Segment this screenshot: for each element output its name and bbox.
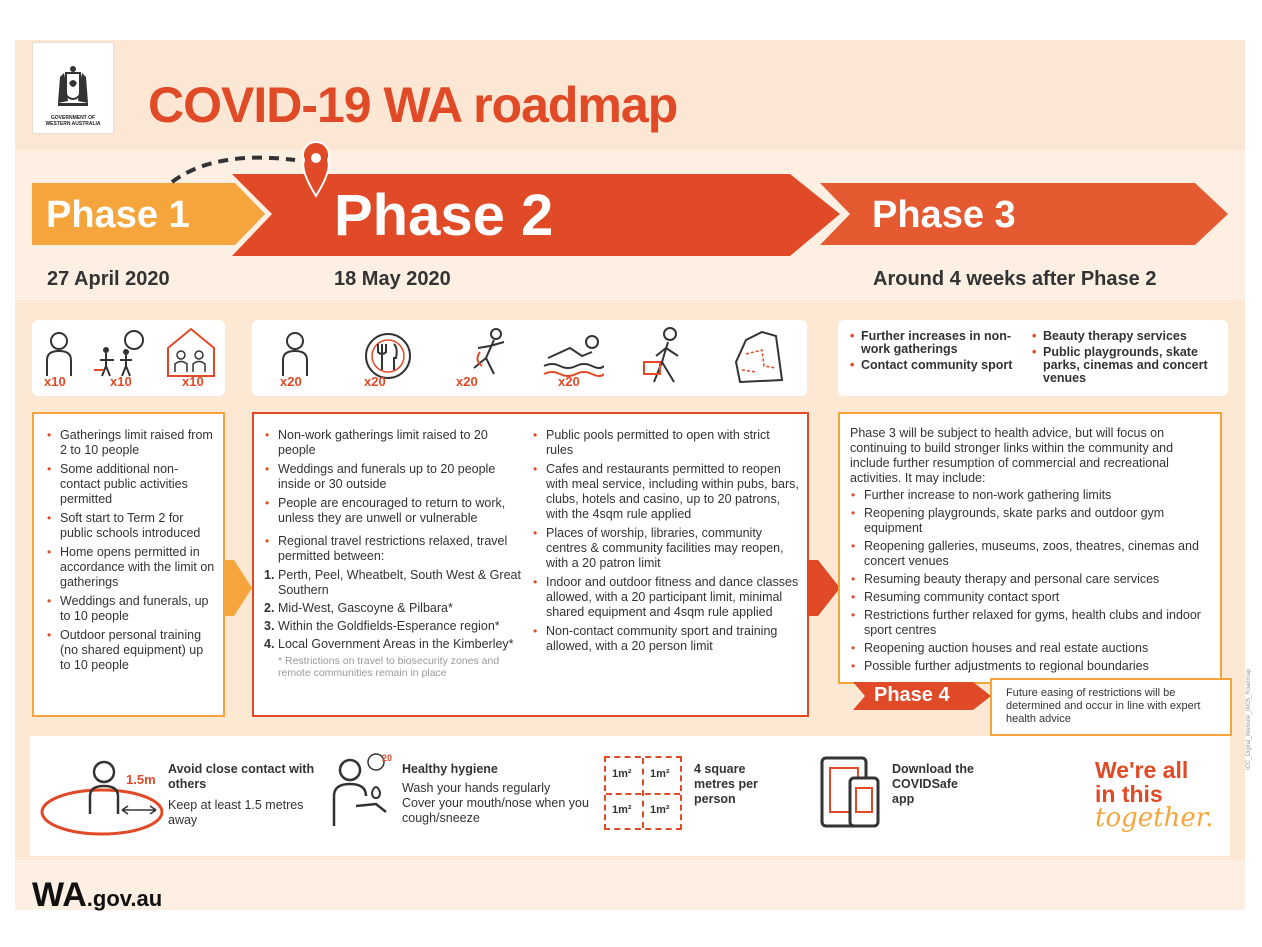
phase2-date: 18 May 2020 [334,268,451,290]
list-item: • Indoor and outdoor fitness and dance classes allowed, with a 20 participant limit, minimal shared equipment and 4sqm rule applied [532,575,800,620]
phase3-highlights [838,320,1228,396]
outdoor-activity-icon [92,328,148,378]
list-item: • Public pools permitted to open with strict rules [532,428,800,458]
phase1-panel [32,412,225,717]
together-slogan [1095,757,1214,833]
person-icon [280,330,310,378]
list-item: • Reopening galleries, museums, zoos, theatres, cinemas and concert venues [850,539,1210,569]
phase2-panel [252,412,809,717]
limit-label: x20 [558,374,580,389]
phase2-icons [252,320,807,396]
app-title: Download the COVIDSafe app [892,762,974,806]
home-icon [164,326,218,378]
logo-text-2: WESTERN AUSTRALIA [45,121,101,127]
sqm-cell: 1m² [650,804,670,816]
swimming-icon [542,330,604,380]
list-item: • Restrictions further relaxed for gyms, health clubs and indoor sport centres [850,608,1210,638]
distance-icon [38,752,168,848]
phase1-date: 27 April 2020 [47,268,170,290]
person-icon [44,330,74,378]
list-item: • Reopening auction houses and real estate auctions [850,641,1210,656]
hygiene-text-2: Cover your mouth/nose when you cough/sneeze [402,796,589,825]
app-icon [820,756,882,830]
hygiene-text-1: Wash your hands regularly [402,781,551,795]
list-item: • Weddings and funerals up to 20 people inside or 30 outside [264,462,526,492]
hygiene-icon [330,752,396,828]
phase1-icons [32,320,225,396]
phase3-tile: • Further increases in non-work gatherings [850,330,1020,356]
phase-arrows [0,0,1262,300]
sqm-title: 4 square metres per person [694,762,758,806]
distance-text: Keep at least 1.5 metres away [168,798,304,827]
list-item: • Places of worship, libraries, community centres & community facilities may reopen, with a 20 patron limit [532,526,800,571]
phase3-list [850,488,1210,674]
limit-label: x20 [280,374,302,389]
logo-text-1: GOVERNMENT OF [50,115,96,121]
sqm-cell: 1m² [612,804,632,816]
list-item: • Some additional non-contact public activities permitted [46,462,215,507]
list-item: 4. Local Government Areas in the Kimberley* [264,637,514,651]
travel-note: * Restrictions on travel to biosecurity zones and remote communities remain in place [278,655,500,679]
list-item: 2. Mid-West, Gascoyne & Pilbara* [264,601,453,615]
phase3-tile: • Contact community sport [850,359,1020,372]
logo-suffix: .gov.au [86,886,163,911]
phase1-list [46,428,215,673]
list-item: • Regional travel restrictions relaxed, travel permitted between: [264,534,526,564]
phase3-tile: • Beauty therapy services [1032,330,1222,343]
hygiene-title: Healthy hygiene [402,762,498,776]
phase3-panel [838,412,1222,684]
together-line-3: together. [1095,803,1214,833]
list-item: • Cafes and restaurants permitted to reopen with meal service, including within pubs, bars, clubs, hotels and casino, up to 20 patrons, with the 4sqm rule applied [532,462,800,522]
sqm-cell: 1m² [612,768,632,780]
limit-label: x10 [44,374,66,389]
list-item: • Gatherings limit raised from 2 to 10 people [46,428,215,458]
travel-regions-list [264,568,526,652]
list-item: • Resuming beauty therapy and personal care services [850,572,1210,587]
phase3-tile: • Public playgrounds, skate parks, cinemas and concert venues [1032,346,1212,385]
limit-label: x10 [182,374,204,389]
connector-arrow-1 [224,560,254,616]
list-item: • People are encouraged to return to work, unless they are unwell or vulnerable [264,496,526,526]
wa-map-icon [732,330,786,384]
wa-gov-logo[interactable] [32,876,162,915]
commuter-icon [640,326,690,386]
phase2-label: Phase 2 [334,183,554,248]
list-item: • Possible further adjustments to regional boundaries [850,659,1210,674]
connector-arrow-2 [808,560,842,616]
logo-main: WA [32,876,87,914]
phase3-date: Around 4 weeks after Phase 2 [873,268,1157,290]
sqm-cell: 1m² [650,768,670,780]
phase3-label: Phase 3 [872,194,1016,236]
phase3-intro: Phase 3 will be subject to health advice, but will focus on continuing to build stronger links within the community and include further resumption of commercial and recreational activities. It may include: [850,426,1174,485]
limit-label: x20 [364,374,386,389]
document-code: ICC_Digital_Website_0005_Roadmap [1246,668,1252,770]
list-item: • Non-work gatherings limit raised to 20 people [264,428,526,458]
page-title: COVID-19 WA roadmap [148,77,678,133]
together-line-1: We're all [1095,757,1189,783]
list-item: • Home opens permitted in accordance with the limit on gatherings [46,545,215,590]
list-item: • Non-contact community sport and training allowed, with a 20 person limit [532,624,800,654]
list-item: • Reopening playgrounds, skate parks and outdoor gym equipment [850,506,1210,536]
sqm-grid-icon [604,756,682,830]
list-item: • Weddings and funerals, up to 10 people [46,594,215,624]
list-item: • Soft start to Term 2 for public schools introduced [46,511,215,541]
phase2-list-right [532,428,800,654]
list-item: • Outdoor personal training (no shared equipment) up to 10 people [46,628,215,673]
limit-label: x20 [456,374,478,389]
distance-title: Avoid close contact with others [168,762,315,791]
list-item: • Further increase to non-work gathering limits [850,488,1210,503]
limit-label: x10 [110,374,132,389]
list-item: 1. Perth, Peel, Wheatbelt, South West & Great Southern [264,568,521,597]
distance-label: 1.5m [126,772,156,787]
hygiene-timer: 20 [382,753,393,763]
list-item: • Resuming community contact sport [850,590,1210,605]
list-item: 3. Within the Goldfields-Esperance region* [264,619,500,633]
phase1-label: Phase 1 [46,194,190,236]
phase4-label: Phase 4 [874,684,950,706]
phase2-list-left [264,428,526,564]
phase4-note: Future easing of restrictions will be determined and occur in line with expert health advice [990,678,1232,736]
together-line-2: in this [1095,781,1163,807]
